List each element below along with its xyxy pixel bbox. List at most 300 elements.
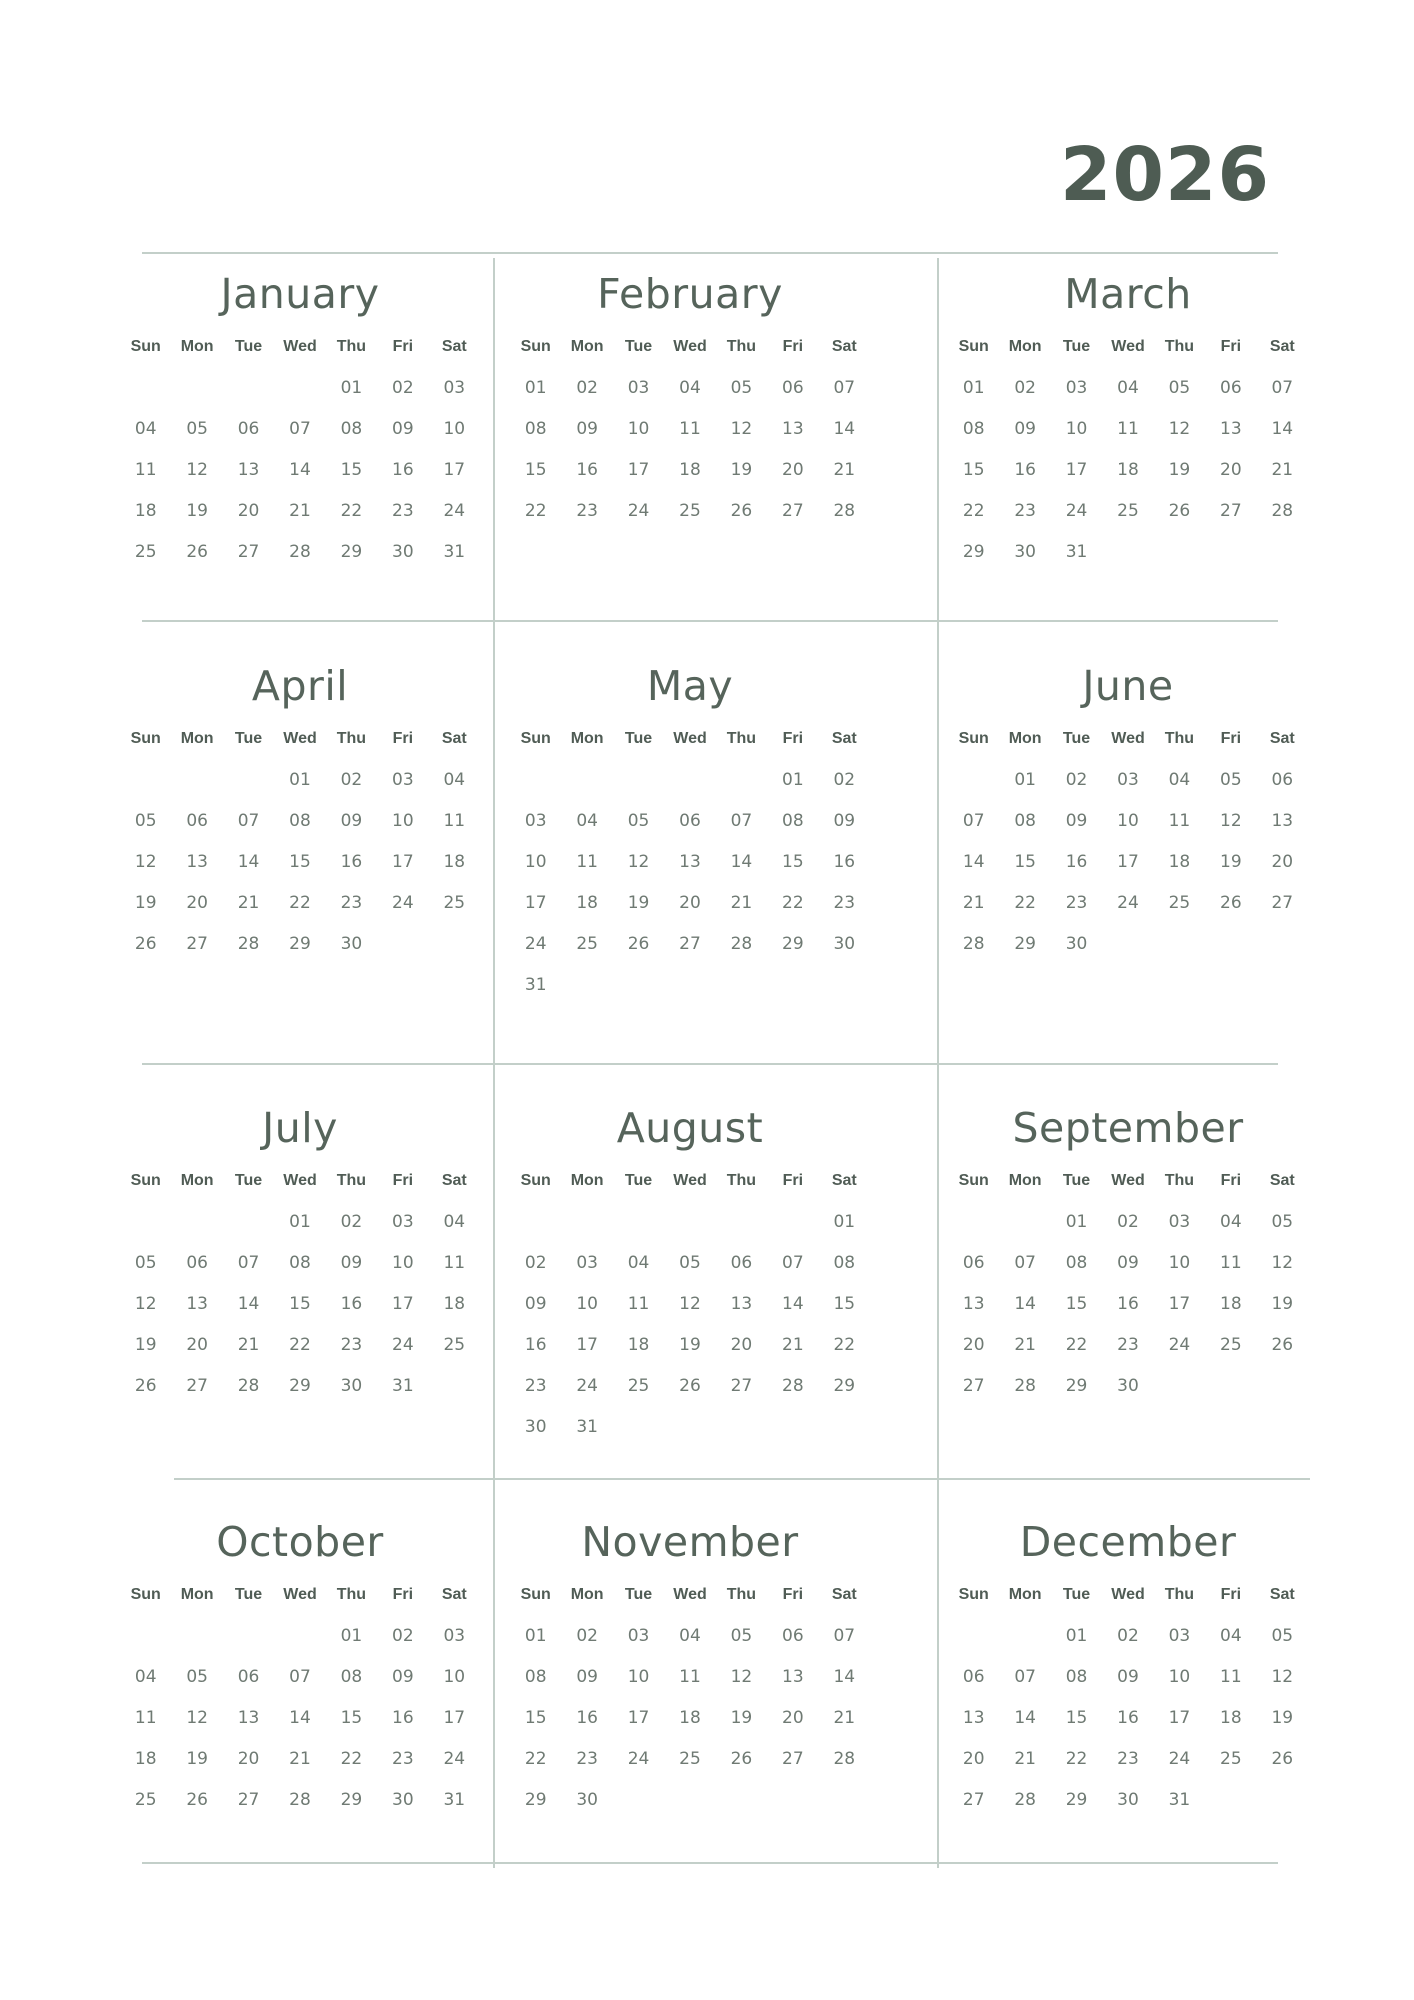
day-cell: 31 (1065, 542, 1088, 562)
day-cell: 05 (186, 419, 208, 439)
day-cell: 11 (1117, 419, 1139, 439)
weekday-label: Tue (1062, 1172, 1091, 1189)
day-cell: 21 (730, 893, 753, 913)
day-cell: 09 (1014, 419, 1036, 439)
weekday-label: Tue (234, 1586, 263, 1603)
day-cell: 12 (1271, 1253, 1294, 1273)
day-cell: 16 (524, 1335, 547, 1355)
day-cell: 18 (443, 852, 466, 872)
day-cell: 09 (524, 1294, 547, 1314)
day-cell: 18 (627, 1335, 650, 1355)
day-cell: 03 (392, 1212, 414, 1232)
month-july (120, 1104, 480, 1404)
day-cell: 28 (1014, 1790, 1036, 1810)
day-cell: 12 (1168, 419, 1191, 439)
day-cell: 20 (1271, 852, 1294, 872)
empty-cell (999, 1202, 1050, 1243)
weekday-label: Sat (831, 730, 857, 747)
day-cell: 12 (186, 1708, 208, 1728)
day-cell: 26 (1220, 893, 1242, 913)
day-cell: 10 (627, 1667, 650, 1687)
day-cell: 02 (340, 1212, 363, 1232)
day-cell: 22 (289, 893, 311, 913)
day-cell: 11 (1220, 1667, 1242, 1687)
weekday-label: Tue (624, 730, 653, 747)
day-cell: 06 (186, 811, 208, 831)
day-grid (510, 368, 870, 532)
day-cell: 21 (782, 1335, 804, 1355)
day-cell: 24 (627, 1749, 650, 1769)
day-cell: 17 (576, 1335, 598, 1355)
weekday-label: Sun (958, 1172, 989, 1189)
day-cell: 21 (833, 1708, 856, 1728)
day-cell: 09 (340, 811, 363, 831)
day-cell: 08 (289, 1253, 311, 1273)
empty-cell (948, 760, 999, 801)
weekday-label: Mon (1008, 1172, 1042, 1189)
day-cell: 12 (186, 460, 208, 480)
day-cell: 30 (1117, 1790, 1139, 1810)
divider-top (142, 252, 1278, 254)
day-cell: 28 (782, 1376, 804, 1396)
day-cell: 19 (186, 1749, 208, 1769)
day-cell: 14 (730, 852, 753, 872)
day-cell: 01 (1065, 1626, 1088, 1646)
weekday-label: Thu (336, 338, 367, 355)
day-cell: 09 (1065, 811, 1088, 831)
day-cell: 25 (134, 1790, 157, 1810)
day-cell: 06 (186, 1253, 208, 1273)
day-cell: 21 (289, 501, 311, 521)
day-cell: 04 (1117, 378, 1139, 398)
divider-row-1 (142, 620, 1278, 622)
weekday-label: Mon (180, 1586, 214, 1603)
day-cell: 01 (1014, 770, 1036, 790)
weekday-label: Mon (570, 1172, 604, 1189)
weekday-label: Wed (673, 730, 707, 747)
day-cell: 15 (289, 852, 311, 872)
weekday-label: Thu (336, 1172, 367, 1189)
day-cell: 24 (443, 501, 466, 521)
weekday-label: Sun (520, 338, 551, 355)
day-cell: 10 (1168, 1667, 1191, 1687)
weekday-header (948, 730, 1308, 748)
day-cell: 18 (134, 501, 157, 521)
day-cell: 11 (1220, 1253, 1242, 1273)
weekday-label: Fri (782, 730, 804, 747)
weekday-label: Sat (1269, 1172, 1295, 1189)
day-cell: 14 (289, 1708, 311, 1728)
weekday-label: Thu (1164, 1586, 1195, 1603)
day-cell: 08 (1065, 1253, 1088, 1273)
weekday-label: Tue (1062, 730, 1091, 747)
day-cell: 13 (782, 419, 804, 439)
day-cell: 11 (627, 1294, 650, 1314)
weekday-label: Thu (1164, 730, 1195, 747)
day-cell: 14 (237, 1294, 260, 1314)
day-cell: 24 (392, 893, 414, 913)
day-cell: 08 (1014, 811, 1036, 831)
day-cell: 05 (1271, 1212, 1294, 1232)
day-cell: 02 (833, 770, 856, 790)
day-cell: 12 (679, 1294, 701, 1314)
weekday-label: Sun (958, 730, 989, 747)
day-cell: 12 (134, 1294, 157, 1314)
day-cell: 29 (340, 1790, 363, 1810)
weekday-label: Sun (130, 730, 161, 747)
day-cell: 21 (1271, 460, 1294, 480)
empty-cell (510, 760, 561, 801)
day-cell: 27 (186, 1376, 208, 1396)
day-cell: 07 (1014, 1253, 1036, 1273)
day-cell: 26 (1168, 501, 1191, 521)
day-cell: 31 (1168, 1790, 1191, 1810)
weekday-label: Tue (624, 1586, 653, 1603)
day-cell: 18 (1168, 852, 1191, 872)
weekday-label: Thu (1164, 1172, 1195, 1189)
day-cell: 04 (134, 1667, 157, 1687)
column-divider-1 (493, 258, 495, 1868)
day-cell: 30 (1014, 542, 1036, 562)
month-name: April (251, 662, 349, 710)
day-cell: 03 (1117, 770, 1139, 790)
weekday-label: Sun (520, 730, 551, 747)
day-cell: 27 (962, 1790, 985, 1810)
day-cell: 23 (1117, 1335, 1139, 1355)
day-cell: 21 (962, 893, 985, 913)
day-cell: 14 (1014, 1708, 1036, 1728)
day-cell: 10 (392, 811, 414, 831)
weekday-label: Fri (1220, 1172, 1242, 1189)
weekday-label: Fri (1220, 1586, 1242, 1603)
day-cell: 29 (524, 1790, 547, 1810)
day-cell: 25 (1168, 893, 1191, 913)
day-cell: 08 (289, 811, 311, 831)
day-cell: 13 (679, 852, 701, 872)
month-december (948, 1518, 1308, 1818)
day-cell: 13 (962, 1294, 985, 1314)
day-cell: 10 (443, 419, 466, 439)
weekday-label: Fri (782, 1172, 804, 1189)
day-cell: 16 (340, 1294, 363, 1314)
weekday-label: Tue (234, 1172, 263, 1189)
day-cell: 24 (1168, 1335, 1191, 1355)
day-cell: 15 (340, 460, 363, 480)
day-cell: 29 (1065, 1376, 1088, 1396)
day-cell: 13 (782, 1667, 804, 1687)
day-cell: 17 (1168, 1294, 1191, 1314)
day-cell: 20 (1220, 460, 1242, 480)
day-cell: 17 (1117, 852, 1139, 872)
day-cell: 17 (392, 1294, 414, 1314)
day-cell: 04 (1168, 770, 1191, 790)
weekday-label: Wed (1111, 338, 1145, 355)
day-cell: 06 (962, 1667, 985, 1687)
day-cell: 05 (1271, 1626, 1294, 1646)
day-cell: 07 (1014, 1667, 1036, 1687)
weekday-label: Tue (1062, 338, 1091, 355)
day-cell: 10 (443, 1667, 466, 1687)
weekday-label: Thu (726, 730, 757, 747)
day-cell: 18 (679, 1708, 701, 1728)
weekday-header (510, 1586, 870, 1604)
year-title: 2026 (1060, 132, 1270, 218)
month-april (120, 662, 480, 962)
day-cell: 28 (1271, 501, 1294, 521)
day-cell: 02 (392, 378, 414, 398)
day-cell: 02 (576, 1626, 598, 1646)
day-cell: 05 (134, 811, 157, 831)
day-cell: 01 (289, 1212, 311, 1232)
weekday-label: Thu (336, 730, 367, 747)
month-september (948, 1104, 1308, 1404)
weekday-header (120, 338, 480, 356)
day-cell: 22 (1065, 1749, 1088, 1769)
day-cell: 21 (289, 1749, 311, 1769)
empty-cell (223, 1616, 274, 1657)
weekday-label: Fri (392, 338, 414, 355)
empty-cell (223, 1202, 274, 1243)
weekday-label: Fri (1220, 730, 1242, 747)
day-cell: 23 (576, 1749, 598, 1769)
empty-cell (716, 760, 767, 801)
day-cell: 01 (962, 378, 985, 398)
day-cell: 08 (524, 1667, 547, 1687)
day-cell: 01 (524, 378, 547, 398)
day-cell: 23 (1117, 1749, 1139, 1769)
day-cell: 27 (782, 501, 804, 521)
day-cell: 04 (443, 770, 466, 790)
day-grid (120, 760, 480, 965)
empty-cell (613, 1202, 664, 1243)
day-cell: 24 (392, 1335, 414, 1355)
weekday-label: Fri (782, 1586, 804, 1603)
day-cell: 23 (524, 1376, 547, 1396)
day-cell: 14 (833, 419, 856, 439)
day-cell: 13 (237, 1708, 260, 1728)
day-cell: 23 (392, 1749, 414, 1769)
day-cell: 02 (340, 770, 363, 790)
weekday-label: Fri (392, 730, 414, 747)
day-cell: 06 (730, 1253, 753, 1273)
day-cell: 23 (340, 1335, 363, 1355)
day-grid (510, 1616, 870, 1821)
day-cell: 24 (1168, 1749, 1191, 1769)
weekday-label: Fri (392, 1172, 414, 1189)
day-cell: 15 (340, 1708, 363, 1728)
day-cell: 04 (576, 811, 598, 831)
day-cell: 02 (1117, 1626, 1139, 1646)
day-cell: 01 (833, 1212, 856, 1232)
day-cell: 13 (237, 460, 260, 480)
day-cell: 04 (679, 1626, 701, 1646)
day-cell: 09 (833, 811, 856, 831)
weekday-label: Tue (1062, 1586, 1091, 1603)
day-cell: 08 (340, 1667, 363, 1687)
day-cell: 08 (782, 811, 804, 831)
day-cell: 28 (237, 1376, 260, 1396)
day-cell: 17 (1168, 1708, 1191, 1728)
day-cell: 31 (576, 1417, 598, 1437)
divider-bottom (142, 1862, 1278, 1864)
day-cell: 19 (627, 893, 650, 913)
day-cell: 11 (679, 419, 701, 439)
day-cell: 28 (833, 1749, 856, 1769)
day-cell: 17 (443, 460, 466, 480)
day-cell: 20 (962, 1749, 985, 1769)
empty-cell (171, 760, 222, 801)
day-cell: 28 (962, 934, 985, 954)
month-name: March (1064, 270, 1192, 318)
day-cell: 04 (443, 1212, 466, 1232)
day-cell: 26 (186, 542, 208, 562)
day-cell: 01 (782, 770, 804, 790)
weekday-label: Mon (570, 338, 604, 355)
weekday-label: Wed (283, 1586, 317, 1603)
day-cell: 03 (443, 378, 466, 398)
day-cell: 15 (524, 460, 547, 480)
weekday-label: Wed (673, 1586, 707, 1603)
empty-cell (716, 1202, 767, 1243)
day-cell: 25 (576, 934, 598, 954)
day-cell: 30 (392, 542, 414, 562)
day-cell: 19 (1271, 1708, 1294, 1728)
day-cell: 27 (679, 934, 701, 954)
day-cell: 24 (1065, 501, 1088, 521)
empty-cell (948, 1202, 999, 1243)
weekday-label: Sat (831, 1172, 857, 1189)
weekday-label: Sun (520, 1586, 551, 1603)
day-cell: 05 (627, 811, 650, 831)
day-cell: 24 (1117, 893, 1139, 913)
month-name: May (646, 662, 734, 710)
weekday-label: Thu (726, 1586, 757, 1603)
day-cell: 03 (1065, 378, 1088, 398)
day-cell: 07 (237, 1253, 260, 1273)
weekday-label: Mon (570, 1586, 604, 1603)
day-cell: 11 (443, 811, 466, 831)
day-cell: 17 (392, 852, 414, 872)
day-cell: 26 (134, 934, 157, 954)
day-cell: 21 (237, 1335, 260, 1355)
day-cell: 30 (576, 1790, 598, 1810)
weekday-label: Sat (441, 730, 467, 747)
day-cell: 16 (576, 1708, 598, 1728)
empty-cell (223, 760, 274, 801)
day-cell: 07 (289, 1667, 311, 1687)
day-cell: 12 (730, 419, 753, 439)
day-cell: 18 (1117, 460, 1139, 480)
day-cell: 27 (186, 934, 208, 954)
weekday-header (120, 1586, 480, 1604)
empty-cell (561, 760, 612, 801)
day-cell: 31 (524, 975, 547, 995)
day-cell: 22 (340, 1749, 363, 1769)
day-cell: 13 (730, 1294, 753, 1314)
weekday-header (510, 338, 870, 356)
day-cell: 13 (962, 1708, 985, 1728)
divider-row-2 (142, 1063, 1278, 1065)
day-cell: 16 (1117, 1294, 1139, 1314)
day-cell: 26 (730, 501, 753, 521)
empty-cell (561, 1202, 612, 1243)
month-name: December (1019, 1518, 1237, 1566)
day-cell: 09 (392, 419, 414, 439)
month-may (510, 662, 870, 995)
day-grid (120, 1616, 480, 1821)
month-name: February (597, 270, 783, 318)
day-cell: 30 (340, 934, 363, 954)
day-cell: 21 (1014, 1335, 1036, 1355)
day-cell: 05 (186, 1667, 208, 1687)
day-cell: 30 (1065, 934, 1088, 954)
day-cell: 02 (1065, 770, 1088, 790)
day-cell: 11 (443, 1253, 466, 1273)
weekday-label: Wed (283, 730, 317, 747)
day-cell: 07 (1271, 378, 1294, 398)
weekday-label: Sat (441, 338, 467, 355)
day-cell: 22 (524, 1749, 547, 1769)
day-cell: 08 (962, 419, 985, 439)
day-cell: 29 (833, 1376, 856, 1396)
empty-cell (223, 368, 274, 409)
day-cell: 22 (340, 501, 363, 521)
day-cell: 24 (627, 501, 650, 521)
day-cell: 26 (1271, 1749, 1294, 1769)
day-cell: 23 (576, 501, 598, 521)
day-cell: 16 (576, 460, 598, 480)
day-cell: 29 (1065, 1790, 1088, 1810)
weekday-label: Fri (392, 1586, 414, 1603)
day-cell: 28 (833, 501, 856, 521)
weekday-header (948, 1586, 1308, 1604)
weekday-label: Mon (180, 1172, 214, 1189)
weekday-label: Mon (570, 730, 604, 747)
day-cell: 30 (340, 1376, 363, 1396)
day-cell: 01 (340, 378, 363, 398)
weekday-label: Sun (958, 1586, 989, 1603)
day-cell: 25 (134, 542, 157, 562)
empty-cell (120, 1616, 171, 1657)
day-cell: 01 (1065, 1212, 1088, 1232)
day-cell: 15 (1065, 1294, 1088, 1314)
weekday-label: Tue (624, 338, 653, 355)
day-cell: 16 (392, 1708, 414, 1728)
day-cell: 06 (782, 1626, 804, 1646)
day-cell: 20 (186, 893, 208, 913)
day-cell: 02 (524, 1253, 547, 1273)
day-cell: 30 (524, 1417, 547, 1437)
empty-cell (274, 1616, 325, 1657)
day-cell: 24 (524, 934, 547, 954)
day-cell: 02 (1014, 378, 1036, 398)
day-cell: 10 (1168, 1253, 1191, 1273)
day-grid (948, 368, 1308, 573)
weekday-header (510, 730, 870, 748)
weekday-label: Sat (441, 1172, 467, 1189)
day-cell: 17 (1065, 460, 1088, 480)
weekday-label: Sat (1269, 730, 1295, 747)
day-cell: 20 (679, 893, 701, 913)
day-cell: 29 (782, 934, 804, 954)
day-cell: 12 (134, 852, 157, 872)
day-cell: 03 (1168, 1626, 1191, 1646)
day-cell: 24 (443, 1749, 466, 1769)
day-cell: 25 (443, 893, 466, 913)
weekday-label: Wed (673, 1172, 707, 1189)
day-cell: 19 (134, 1335, 157, 1355)
day-cell: 22 (782, 893, 804, 913)
